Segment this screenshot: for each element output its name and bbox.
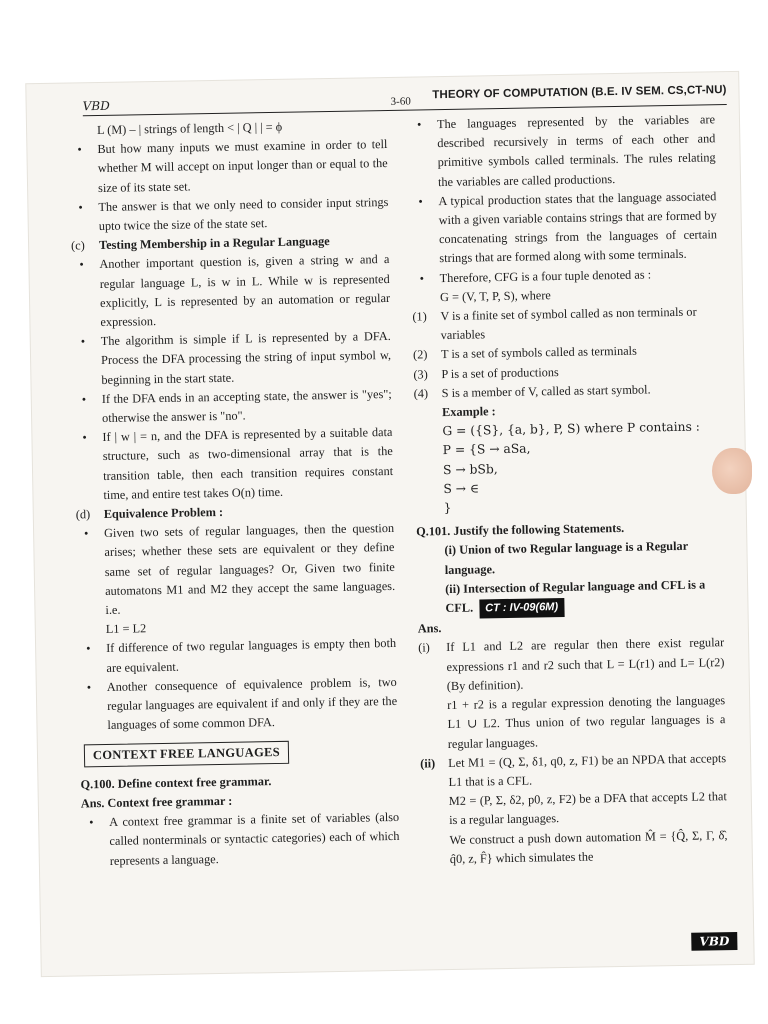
- example-line: P = {S → aSa,: [442, 441, 531, 458]
- bullet-item: • Another important question is, given a string w and a regular language L, is w in L. While w is represented explicitly, L is represented by an automation or regular expression.: [79, 252, 391, 330]
- numbered-item: (4) S is a member of V, called as start symbol.: [413, 382, 651, 401]
- page-number: 3-60: [390, 95, 411, 108]
- scanned-page: [26, 72, 753, 976]
- bullet-item: • Another consequence of equivalence problem is, two regular languages are equivalent if and only if they are the languages of some common DFA.: [86, 674, 398, 733]
- continued-line: L (M) – | strings of length < | Q | | = ϕ: [96, 119, 283, 138]
- example-line: G = ({S}, {a, b}, P, S) where P contains :: [442, 419, 700, 439]
- header-logo: VBD: [82, 98, 110, 114]
- chapter-heading: CONTEXT FREE LANGUAGES: [84, 740, 289, 767]
- exam-tag: CT : IV-09(6M): [479, 598, 564, 619]
- example-line: }: [443, 500, 452, 516]
- numbered-item: (1) V is a finite set of symbol called as non terminals or variables: [412, 304, 697, 343]
- bullet-item: • The answer is that we only need to consider input strings upto twice the size of the state set.: [78, 194, 389, 234]
- bullet-item: • But how many inputs we must examine in order to tell whether M will accept on input longer than or equal to the size of its state set.: [77, 137, 388, 195]
- numbered-item: (i) If L1 and L2 are regular then there exist regular expressions r1 and r2 such that L = L(r1) and L= L(r2) (By definition).: [418, 635, 725, 693]
- example-line: S → ∈: [443, 481, 480, 496]
- answer-label: Ans.: [417, 621, 442, 636]
- paragraph: r1 + r2 is a regular expression denoting the languages L1 ∪ L2. Thus union of two regular languages is a regular languages.: [447, 693, 726, 751]
- bullet-item: • Given two sets of regular languages, then the question arises; whether these sets are equivalent or they define same set of regular languages? Or, Given two finite automatons M1 and M2 they accept the same languages. i.e.: [83, 521, 396, 618]
- book-title: THEORY OF COMPUTATION (B.E. IV SEM. CS,CT-NU): [432, 84, 727, 102]
- question-heading: Q.100. Define context free grammar.: [80, 773, 272, 792]
- bullet-item: • If the DFA ends in an accepting state, the answer is "yes"; otherwise the answer is "no".: [81, 386, 392, 426]
- numbered-item: (2) T is a set of symbols called as terminals: [412, 344, 637, 363]
- numbered-item: (ii) Let M1 = (Q, Σ, δ1, q0, z, F1) be an NPDA that accepts L1 that is a CFL.: [420, 750, 727, 789]
- section-heading: (d) Equivalence Problem :: [75, 504, 224, 522]
- bullet-item: • The algorithm is simple if L is represented by a DFA. Process the DFA processing the string of input symbol w, beginning in the start state.: [80, 329, 392, 387]
- bullet-item: • A typical production states that the language associated with a given variable contains strings that are formed by concatenating strings from the languages of certain strings that are formed along with some terminals.: [418, 189, 718, 266]
- bullet-item: • If difference of two regular languages is empty then both are equivalent.: [86, 636, 397, 675]
- example-line: S → bSb,: [442, 461, 498, 477]
- right-column: [409, 110, 728, 869]
- paragraph: We construct a push down automation M̂ = {Q̂, Σ, Γ, δ̂, q̂0, z, F̂} which simulates the: [449, 827, 728, 866]
- question-statement: (i) Union of two Regular language is a Regular language.: [444, 539, 689, 577]
- left-column: [69, 116, 400, 871]
- thumb-shadow: [712, 448, 752, 494]
- numbered-item: (3) P is a set of productions: [413, 364, 559, 382]
- paragraph: M2 = (P, Σ, δ2, p0, z, F2) be a DFA that accepts L2 that is a regular languages.: [448, 789, 727, 828]
- bullet-item: • A context free grammar is a finite set of variables (also called nonterminals or syntactic categories) each of which represents a language.: [89, 809, 400, 868]
- publisher-logo: VBD: [691, 932, 737, 951]
- bullet-item: • If | w | = n, and the DFA is represented by a suitable data structure, such as two-dimensional array that is the transition table, then each transition requires constant time, and entire test takes O(n) time.: [82, 425, 394, 502]
- question-heading: Q.101. Justify the following Statements.: [416, 521, 625, 539]
- question-statement: (ii) Intersection of Regular language and CFL is a CFL. CT : IV-09(6M): [417, 575, 724, 620]
- bullet-item: • Therefore, CFG is a four tuple denoted as :: [419, 267, 652, 286]
- equation: L1 = L2: [105, 621, 147, 637]
- bullet-item: • The languages represented by the variables are described recursively in terms of each other and primitive symbols called terminals. The rules relating the variables are called productions.: [416, 112, 716, 189]
- answer-heading: Ans. Context free grammar :: [80, 793, 233, 811]
- tuple-definition: G = (V, T, P, S), where: [439, 287, 551, 304]
- section-heading: (c) Testing Membership in a Regular Language: [70, 234, 330, 253]
- example-label: Example :: [441, 404, 496, 420]
